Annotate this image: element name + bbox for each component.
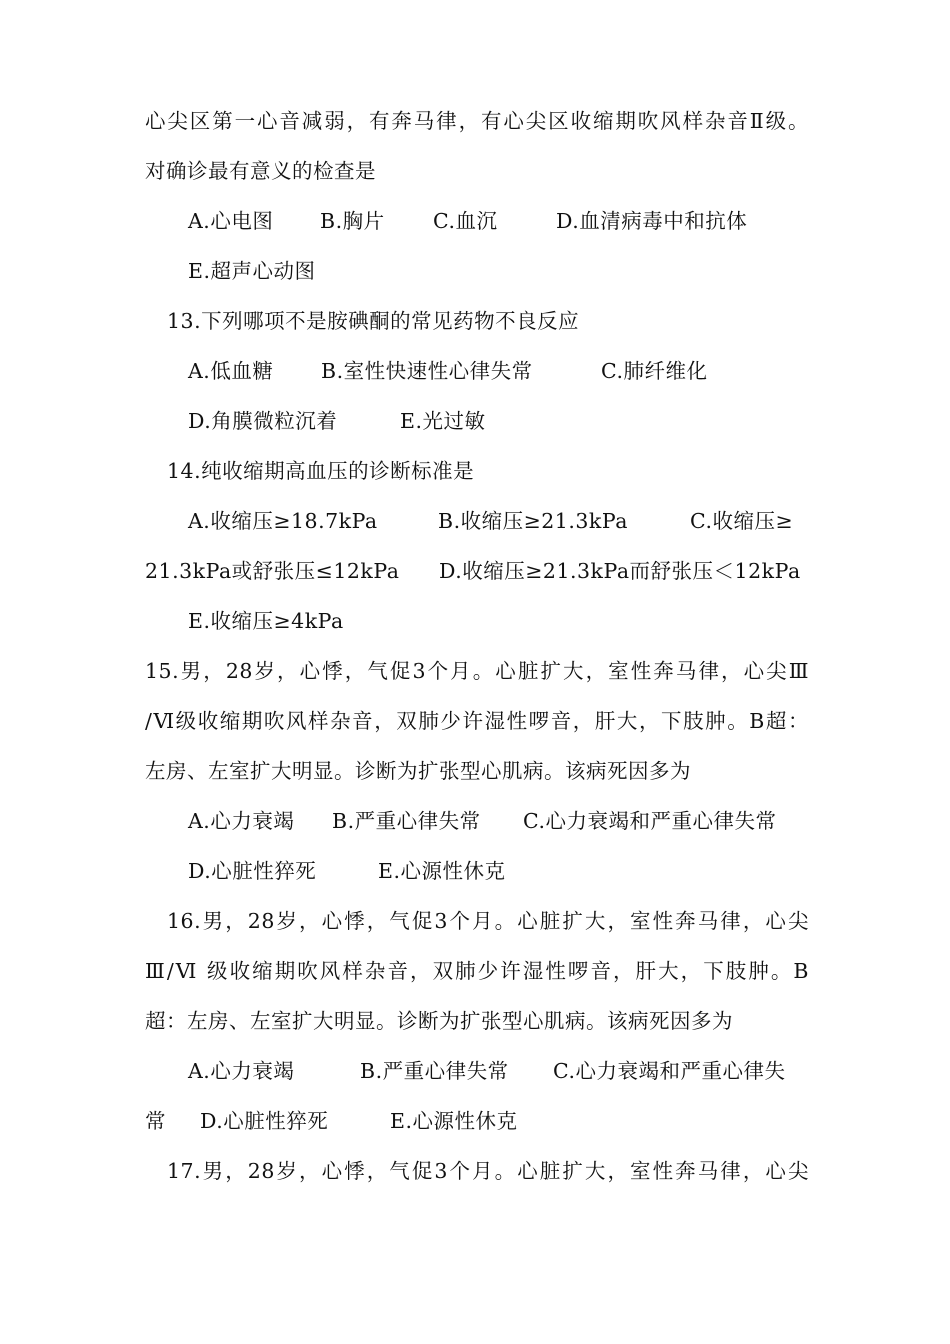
- text-line: 心尖区第一心音减弱，有奔马律，有心尖区收缩期吹风样杂音Ⅱ级。: [145, 109, 809, 133]
- options-line: [145, 1108, 518, 1134]
- options-line: [188, 1058, 786, 1084]
- options-line: [188, 358, 708, 384]
- options-line: [188, 808, 777, 834]
- option-e: E.心源性休克: [390, 1109, 518, 1133]
- question-13: 13.下列哪项不是胺碘酮的常见药物不良反应: [167, 309, 580, 333]
- question-15: 15.男，28岁，心悸，气促3个月。心脏扩大，室性奔马律，心尖Ⅲ: [145, 659, 809, 683]
- option-e: E.光过敏: [400, 409, 486, 433]
- options-line: [188, 208, 748, 234]
- option-b: B.室性快速性心律失常: [321, 359, 533, 383]
- option-b: B.严重心律失常: [332, 809, 481, 833]
- option-c: C.肺纤维化: [601, 359, 708, 383]
- text-line: 对确诊最有意义的检查是: [145, 159, 376, 183]
- option-c: C.心力衰竭和严重心律失常: [523, 809, 777, 833]
- option-e: E.超声心动图: [188, 259, 316, 283]
- option-a: A.心力衰竭: [188, 1059, 295, 1083]
- option-c-cont: 常: [145, 1109, 166, 1133]
- text-line: 左房、左室扩大明显。诊断为扩张型心肌病。该病死因多为: [145, 759, 691, 783]
- text-line: 超：左房、左室扩大明显。诊断为扩张型心肌病。该病死因多为: [145, 1009, 733, 1033]
- option-d: D.心脏性猝死: [188, 859, 317, 883]
- options-line: [145, 558, 801, 584]
- option-d: D.心脏性猝死: [200, 1109, 329, 1133]
- option-e: E.心源性休克: [378, 859, 506, 883]
- option-a: A.收缩压≥18.7kPa: [188, 509, 378, 533]
- option-b: B.收缩压≥21.3kPa: [438, 509, 628, 533]
- option-a: A.低血糖: [188, 359, 274, 383]
- option-a: A.心力衰竭: [188, 809, 295, 833]
- option-c: C.血沉: [433, 209, 498, 233]
- option-c: C.收缩压≥: [690, 509, 794, 533]
- option-b: B.严重心律失常: [360, 1059, 509, 1083]
- option-c-cont: 21.3kPa或舒张压≤12kPa: [145, 559, 400, 583]
- text-line: Ⅲ/Ⅵ 级收缩期吹风样杂音，双肺少许湿性啰音，肝大，下肢肿。B: [145, 959, 809, 983]
- option-d: D.收缩压≥21.3kPa而舒张压＜12kPa: [439, 559, 801, 583]
- question-16: 16.男，28岁，心悸，气促3个月。心脏扩大，室性奔马律，心尖: [167, 909, 809, 933]
- text-line: /Ⅵ级收缩期吹风样杂音，双肺少许湿性啰音，肝大，下肢肿。B超：: [145, 709, 809, 733]
- options-line: [188, 408, 486, 434]
- option-d: D.血清病毒中和抗体: [556, 209, 748, 233]
- options-line: [188, 508, 794, 534]
- question-17: 17.男，28岁，心悸，气促3个月。心脏扩大，室性奔马律，心尖: [167, 1159, 809, 1183]
- question-14: 14.纯收缩期高血压的诊断标准是: [167, 459, 475, 483]
- options-line: [188, 858, 506, 884]
- option-b: B.胸片: [320, 209, 385, 233]
- option-c: C.心力衰竭和严重心律失: [553, 1059, 786, 1083]
- option-e: E.收缩压≥4kPa: [188, 609, 344, 633]
- option-a: A.心电图: [188, 209, 274, 233]
- option-d: D.角膜微粒沉着: [188, 409, 338, 433]
